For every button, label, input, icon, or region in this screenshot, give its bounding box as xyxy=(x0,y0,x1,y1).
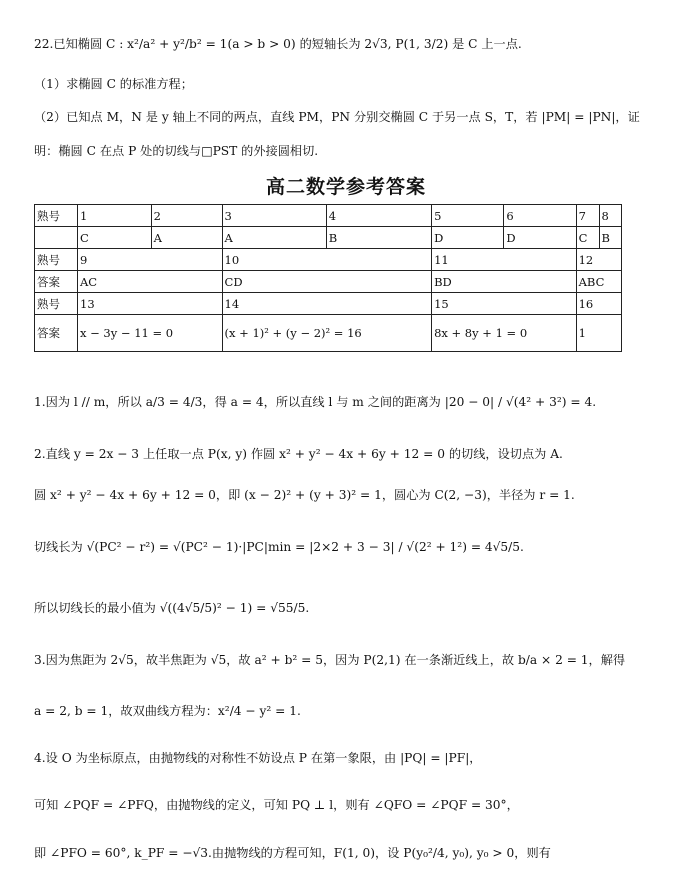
table-row xyxy=(35,271,622,293)
table-cell: BD xyxy=(432,271,577,293)
table-cell: A xyxy=(222,227,326,249)
table-cell: AC xyxy=(78,271,223,293)
problem22-line2: （1）求椭圆 C 的标准方程； xyxy=(34,77,193,91)
table-cell: 熟号 xyxy=(35,293,78,315)
table-cell: 3 xyxy=(222,205,326,227)
solution-1: 1.因为 l // m，所以 a/3 = 4/3，得 a = 4，所以直线 l 与 m 之间的距离为 |20 − 0| / √(4² + 3²) = 4. xyxy=(34,395,597,409)
problem22-line3: （2）已知点 M，N 是 y 轴上不同的两点，直线 PM，PN 分别交椭圆 C 于另一点 S，T，若 |PM| = |PN|，证 xyxy=(34,110,640,124)
table-cell: 2 xyxy=(151,205,222,227)
table-cell: 1 xyxy=(576,315,621,352)
table-row xyxy=(35,205,622,227)
table-cell: C xyxy=(576,227,599,249)
solution-3-line1: 3.因为焦距为 2√5，故半焦距为 √5，故 a² + b² = 5，因为 P(2,1) 在一条渐近线上，故 b/a × 2 = 1，解得 xyxy=(34,653,626,667)
table-cell: 8 xyxy=(599,205,621,227)
table-cell: A xyxy=(151,227,222,249)
table-cell: ABC xyxy=(576,271,621,293)
solution-2-line2: 圆 x² + y² − 4x + 6y + 12 = 0，即 (x − 2)² + (y + 3)² = 1，圆心为 C(2, −3)，半径为 r = 1. xyxy=(34,488,575,502)
table-cell: 答案 xyxy=(35,271,78,293)
solution-2-line1: 2.直线 y = 2x − 3 上任取一点 P(x, y) 作圆 x² + y² − 4x + 6y + 12 = 0 的切线，设切点为 A. xyxy=(34,447,563,461)
solution-4-line2: 可知 ∠PQF = ∠PFQ，由抛物线的定义，可知 PQ ⊥ l，则有 ∠QFO = ∠PQF = 30°， xyxy=(34,798,519,812)
solution-4-line1: 4.设 O 为坐标原点，由抛物线的对称性不妨设点 P 在第一象限，由 |PQ| = |PF|， xyxy=(34,751,482,765)
table-cell: 15 xyxy=(432,293,577,315)
table-cell: 4 xyxy=(326,205,431,227)
table-cell: C xyxy=(78,227,152,249)
table-row xyxy=(35,227,622,249)
table-cell: 11 xyxy=(432,249,577,271)
answer-table xyxy=(34,204,622,352)
table-row xyxy=(35,293,622,315)
table-cell: 10 xyxy=(222,249,432,271)
table-cell: 答案 xyxy=(35,315,78,352)
table-cell: B xyxy=(326,227,431,249)
answer-title: 高二数学参考答案 xyxy=(265,176,426,198)
table-cell: 6 xyxy=(504,205,576,227)
table-cell: 5 xyxy=(432,205,504,227)
table-cell: 1 xyxy=(78,205,152,227)
table-row xyxy=(35,315,622,352)
table-cell: D xyxy=(504,227,576,249)
solution-2-line3: 切线长为 √(PC² − r²) = √(PC² − 1)·|PC|min = |2×2 + 3 − 3| / √(2² + 1²) = 4√5/5. xyxy=(34,540,524,554)
table-cell: B xyxy=(599,227,621,249)
table-cell: (x + 1)² + (y − 2)² = 16 xyxy=(222,315,432,352)
table-row xyxy=(35,249,622,271)
solution-2-line4: 所以切线长的最小值为 √((4√5/5)² − 1) = √55/5. xyxy=(34,601,310,615)
table-cell xyxy=(35,227,78,249)
table-cell: 熟号 xyxy=(35,249,78,271)
problem22-line1: 22.已知椭圆 C : x²/a² + y²/b² = 1(a > b > 0) 的短轴长为 2√3, P(1, 3/2) 是 C 上一点. xyxy=(34,37,522,51)
table-cell: D xyxy=(432,227,504,249)
problem22-line4: 明：椭圆 C 在点 P 处的切线与□PST 的外接圆相切. xyxy=(34,144,319,158)
table-cell: 8x + 8y + 1 = 0 xyxy=(432,315,577,352)
solution-4-line3: 即 ∠PFO = 60°, k_PF = −√3.由抛物线的方程可知，F(1, 0)，设 P(y₀²/4, y₀), y₀ > 0，则有 xyxy=(34,846,551,860)
solution-3-line2: a = 2, b = 1，故双曲线方程为：x²/4 − y² = 1. xyxy=(34,704,301,718)
table-cell: 7 xyxy=(576,205,599,227)
table-cell: 熟号 xyxy=(35,205,78,227)
table-cell: 12 xyxy=(576,249,621,271)
table-cell: 14 xyxy=(222,293,432,315)
table-cell: x − 3y − 11 = 0 xyxy=(78,315,223,352)
table-cell: 16 xyxy=(576,293,621,315)
table-cell: 13 xyxy=(78,293,223,315)
table-cell: CD xyxy=(222,271,432,293)
table-cell: 9 xyxy=(78,249,223,271)
